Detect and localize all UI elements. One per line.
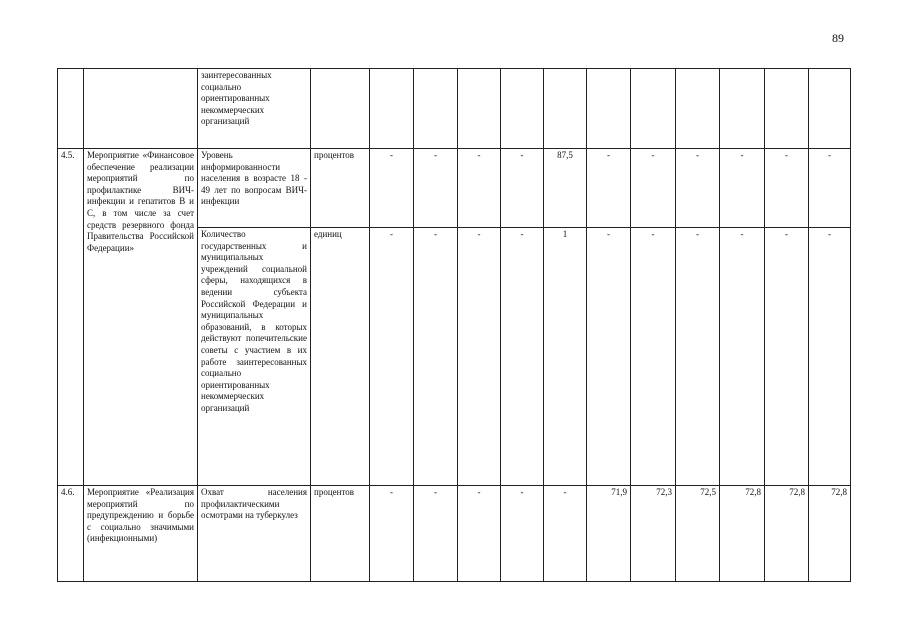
value-cell: 87,5 [544, 149, 587, 228]
value-cell: - [414, 486, 458, 582]
value-cell: - [370, 486, 414, 582]
value-cell: 72,8 [720, 486, 765, 582]
indicator-cell: Количество государственных и муниципальных учреждений социальной сферы, находящихся в ведении субъекта Российской Федерации и муниципальных образований, в которых действуют попечительские советы с участием в их работе заинтересованных социально ориентированных некоммерческих организаций [198, 228, 311, 486]
row-number-cell: 4.6. [58, 486, 84, 582]
indicator-cell: заинтересованных социально ориентированных некоммерческих организаций [198, 69, 311, 149]
value-cell: - [765, 228, 809, 486]
value-cell: - [458, 149, 501, 228]
value-cell: 72,8 [809, 486, 851, 582]
value-cell: - [370, 228, 414, 486]
value-cell: - [370, 149, 414, 228]
indicator-cell: Уровень информированности населения в возрасте 18 - 49 лет по вопросам ВИЧ-инфекции [198, 149, 311, 228]
value-cell: - [809, 228, 851, 486]
indicator-cell: Охват населения профилактическими осмотрами на туберкулез [198, 486, 311, 582]
table-row-4-6 [58, 486, 851, 582]
value-cell [458, 69, 501, 149]
value-cell [765, 69, 809, 149]
value-cell: 72,3 [631, 486, 676, 582]
value-cell [587, 69, 631, 149]
value-cell: - [587, 149, 631, 228]
row-number-cell [58, 69, 84, 149]
unit-cell: процентов [311, 486, 370, 582]
event-cell [84, 69, 198, 149]
value-cell: 72,5 [676, 486, 720, 582]
page-number: 89 [832, 31, 844, 45]
value-cell [720, 69, 765, 149]
value-cell: - [676, 149, 720, 228]
unit-cell: процентов [311, 149, 370, 228]
indicators-table [57, 68, 851, 582]
value-cell: - [809, 149, 851, 228]
value-cell [631, 69, 676, 149]
value-cell: - [414, 149, 458, 228]
row-number-cell: 4.5. [58, 149, 84, 486]
value-cell [501, 69, 544, 149]
value-cell: - [458, 228, 501, 486]
event-cell: Мероприятие «Реализация мероприятий по предупреждению и борьбе с социально значимыми (инфекционными) [84, 486, 198, 582]
value-cell: 72,8 [765, 486, 809, 582]
unit-cell [311, 69, 370, 149]
value-cell: - [501, 228, 544, 486]
value-cell [370, 69, 414, 149]
value-cell: - [720, 149, 765, 228]
value-cell: - [631, 228, 676, 486]
value-cell: 1 [544, 228, 587, 486]
value-cell: 71,9 [587, 486, 631, 582]
value-cell: - [720, 228, 765, 486]
value-cell: - [765, 149, 809, 228]
unit-cell: единиц [311, 228, 370, 486]
value-cell: - [587, 228, 631, 486]
value-cell [544, 69, 587, 149]
value-cell [809, 69, 851, 149]
value-cell: - [458, 486, 501, 582]
table-row-4-5-a [58, 149, 851, 228]
event-cell: Мероприятие «Финансовое обеспечение реализации мероприятий по профилактике ВИЧ-инфекции и гепатитов В и С, в том числе за счет средств резервного фонда Правительства Российской Федерации» [84, 149, 198, 486]
value-cell: - [501, 149, 544, 228]
table-row-continued [58, 69, 851, 149]
value-cell [676, 69, 720, 149]
value-cell: - [631, 149, 676, 228]
value-cell: - [544, 486, 587, 582]
value-cell: - [676, 228, 720, 486]
value-cell: - [414, 228, 458, 486]
value-cell [414, 69, 458, 149]
value-cell: - [501, 486, 544, 582]
